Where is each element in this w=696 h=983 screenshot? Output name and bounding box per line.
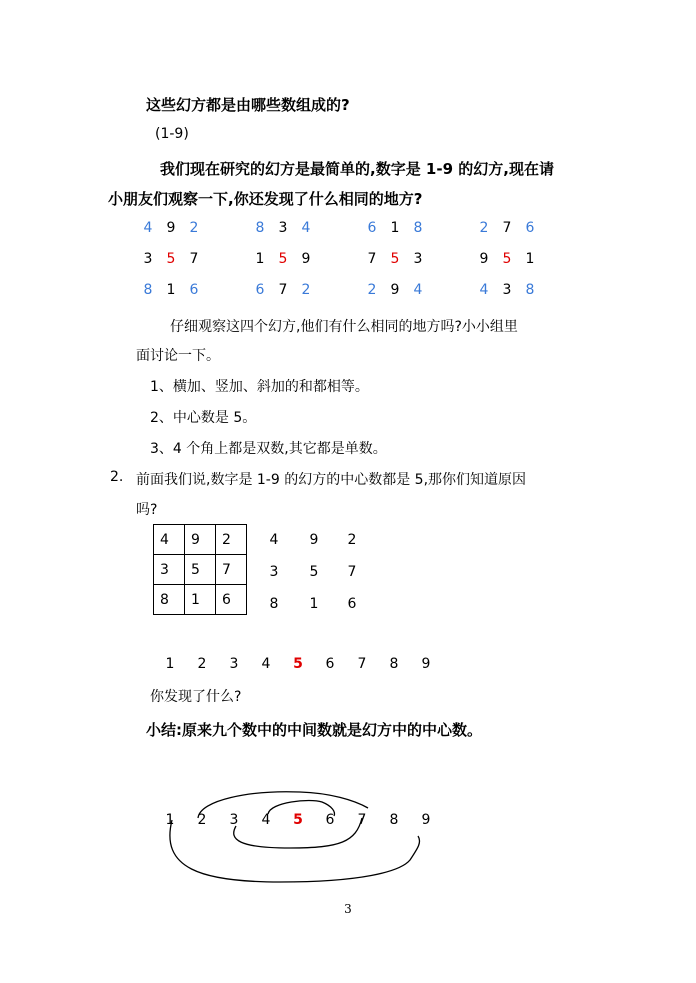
magic-square-3-cell: 2 bbox=[367, 282, 377, 298]
sequence-number: 2 bbox=[197, 812, 207, 828]
finding-1: 1、横加、竖加、斜加的和都相等。 bbox=[150, 379, 369, 395]
finding-2: 2、中心数是 5。 bbox=[150, 410, 257, 426]
plain-grid-cell: 2 bbox=[347, 532, 357, 548]
summary-text: 小结:原来九个数中的中间数就是幻方中的中心数。 bbox=[146, 721, 483, 739]
magic-square-3-cell: 6 bbox=[367, 220, 377, 236]
sequence-number: 6 bbox=[325, 812, 335, 828]
magic-square-4-cell: 7 bbox=[502, 220, 512, 236]
magic-square-1-cell: 4 bbox=[143, 220, 153, 236]
magic-square-2-cell: 9 bbox=[301, 251, 311, 267]
arc-upper bbox=[198, 792, 368, 818]
sequence-number: 5 bbox=[293, 656, 303, 672]
discover-question: 你发现了什么? bbox=[150, 689, 242, 705]
magic-square-1-cell: 1 bbox=[166, 282, 176, 298]
sequence-number: 3 bbox=[229, 812, 239, 828]
magic-square-2-cell: 8 bbox=[255, 220, 265, 236]
question-2-line-2: 吗? bbox=[136, 502, 158, 518]
magic-square-2-cell: 6 bbox=[255, 282, 265, 298]
sequence-number: 6 bbox=[325, 656, 335, 672]
magic-square-1-cell: 3 bbox=[143, 251, 153, 267]
paragraph-2-line-1: 仔细观察这四个幻方,他们有什么相同的地方吗?小小组里 bbox=[170, 319, 518, 335]
arc-middle bbox=[234, 818, 362, 848]
grid-cell: 3 bbox=[154, 555, 185, 585]
grid-cell: 8 bbox=[154, 585, 185, 615]
sequence-number: 5 bbox=[293, 812, 303, 828]
magic-square-3-cell: 9 bbox=[390, 282, 400, 298]
sequence-number: 4 bbox=[261, 656, 271, 672]
magic-square-4-cell: 4 bbox=[479, 282, 489, 298]
plain-grid-cell: 9 bbox=[309, 532, 319, 548]
magic-square-3-cell: 5 bbox=[390, 251, 400, 267]
grid-cell: 9 bbox=[185, 525, 216, 555]
sequence-number: 8 bbox=[389, 812, 399, 828]
magic-square-3-cell: 7 bbox=[367, 251, 377, 267]
grid-cell: 1 bbox=[185, 585, 216, 615]
magic-square-2-cell: 4 bbox=[301, 220, 311, 236]
magic-square-1-cell: 8 bbox=[143, 282, 153, 298]
arc-inner bbox=[268, 801, 335, 817]
sequence-number: 2 bbox=[197, 656, 207, 672]
plain-grid-cell: 5 bbox=[309, 564, 319, 580]
magic-square-2-cell: 1 bbox=[255, 251, 265, 267]
sequence-number: 9 bbox=[421, 812, 431, 828]
grid-cell: 6 bbox=[216, 585, 247, 615]
grid-cell: 7 bbox=[216, 555, 247, 585]
magic-square-1-cell: 9 bbox=[166, 220, 176, 236]
question-2-number: 2. bbox=[110, 469, 124, 485]
magic-square-1-cell: 7 bbox=[189, 251, 199, 267]
magic-square-1-cell: 5 bbox=[166, 251, 176, 267]
magic-square-2-cell: 3 bbox=[278, 220, 288, 236]
plain-grid-cell: 7 bbox=[347, 564, 357, 580]
grid-cell: 4 bbox=[154, 525, 185, 555]
magic-square-2-cell: 7 bbox=[278, 282, 288, 298]
magic-square-4-cell: 1 bbox=[525, 251, 535, 267]
magic-square-3-cell: 8 bbox=[413, 220, 423, 236]
sequence-number: 7 bbox=[357, 812, 367, 828]
question-2-line-1: 前面我们说,数字是 1-9 的幻方的中心数都是 5,那你们知道原因 bbox=[136, 472, 527, 488]
sequence-number: 1 bbox=[165, 812, 175, 828]
paragraph-1-line-2: 小朋友们观察一下,你还发现了什么相同的地方? bbox=[108, 190, 423, 208]
question-heading: 这些幻方都是由哪些数组成的? bbox=[146, 96, 350, 114]
sequence-number: 4 bbox=[261, 812, 271, 828]
magic-square-4-cell: 3 bbox=[502, 282, 512, 298]
magic-square-4-cell: 9 bbox=[479, 251, 489, 267]
magic-square-2-cell: 2 bbox=[301, 282, 311, 298]
magic-square-4-cell: 6 bbox=[525, 220, 535, 236]
magic-square-3-cell: 1 bbox=[390, 220, 400, 236]
question-answer: (1-9) bbox=[155, 126, 189, 142]
plain-grid-cell: 8 bbox=[269, 596, 279, 612]
plain-grid-cell: 4 bbox=[269, 532, 279, 548]
plain-grid-cell: 3 bbox=[269, 564, 279, 580]
page-number: 3 bbox=[344, 902, 352, 916]
paragraph-2-line-2: 面讨论一下。 bbox=[136, 348, 220, 364]
grid-cell: 2 bbox=[216, 525, 247, 555]
sequence-number: 3 bbox=[229, 656, 239, 672]
magic-square-1-cell: 2 bbox=[189, 220, 199, 236]
magic-square-3-cell: 4 bbox=[413, 282, 423, 298]
finding-3: 3、4 个角上都是双数,其它都是单数。 bbox=[150, 441, 387, 457]
paragraph-1-line-1: 我们现在研究的幻方是最简单的,数字是 1-9 的幻方,现在请 bbox=[160, 160, 554, 178]
arc-outer bbox=[170, 820, 420, 882]
magic-square-1-cell: 6 bbox=[189, 282, 199, 298]
plain-grid-cell: 1 bbox=[309, 596, 319, 612]
plain-grid-cell: 6 bbox=[347, 596, 357, 612]
sequence-number: 7 bbox=[357, 656, 367, 672]
magic-square-4-cell: 5 bbox=[502, 251, 512, 267]
magic-square-3-cell: 3 bbox=[413, 251, 423, 267]
magic-square-4-cell: 8 bbox=[525, 282, 535, 298]
sequence-number: 8 bbox=[389, 656, 399, 672]
magic-square-2-cell: 5 bbox=[278, 251, 288, 267]
sequence-number: 1 bbox=[165, 656, 175, 672]
grid-cell: 5 bbox=[185, 555, 216, 585]
sequence-number: 9 bbox=[421, 656, 431, 672]
magic-square-4-cell: 2 bbox=[479, 220, 489, 236]
